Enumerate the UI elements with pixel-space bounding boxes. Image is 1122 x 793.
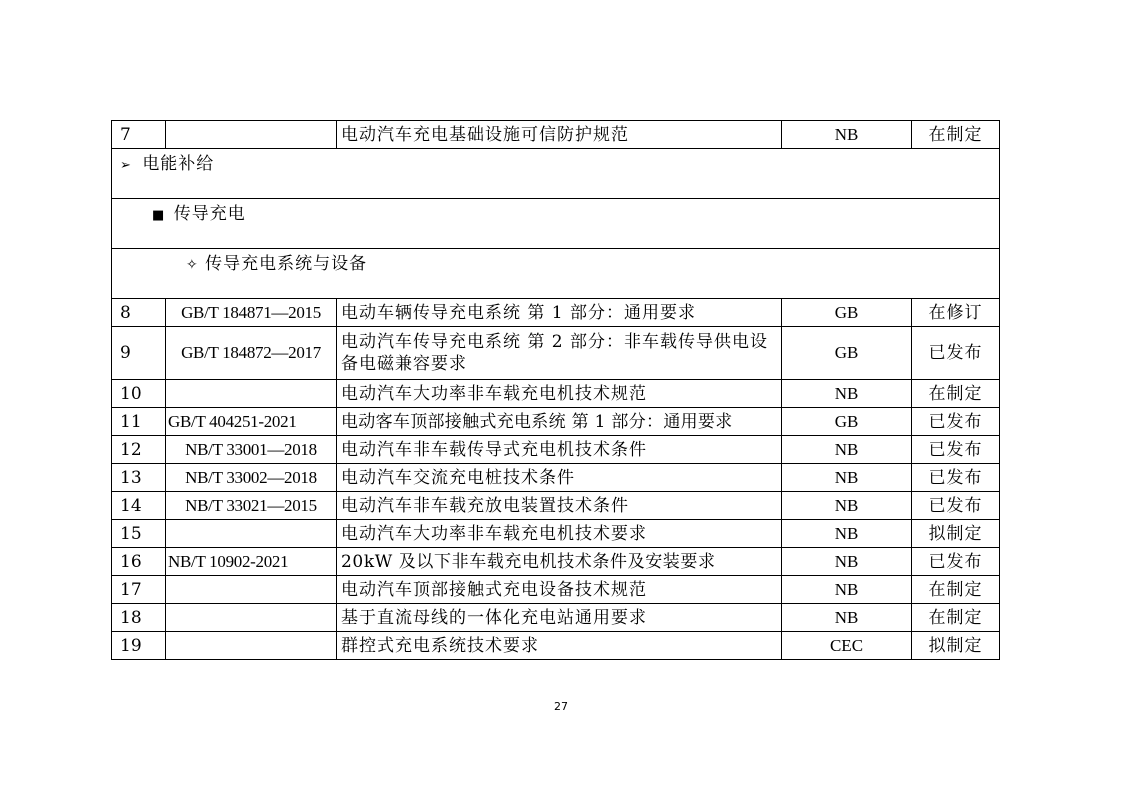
standard-status: 已发布 [912, 464, 1000, 492]
standard-level: NB [782, 464, 912, 492]
diamond-bullet-icon: ✧ [186, 257, 198, 273]
standard-name: 电动汽车非车载充放电装置技术条件 [337, 492, 782, 520]
standard-status: 拟制定 [912, 520, 1000, 548]
table-row [112, 576, 1000, 604]
standard-code: GB/T 184871—2015 [166, 299, 337, 327]
standard-status: 在制定 [912, 576, 1000, 604]
table-row [112, 436, 1000, 464]
table-row [112, 548, 1000, 576]
table-row [112, 327, 1000, 380]
row-number: 19 [112, 632, 166, 660]
standard-level: NB [782, 576, 912, 604]
standard-code: GB/T 184872—2017 [166, 327, 337, 380]
standard-level: GB [782, 299, 912, 327]
table-row [112, 121, 1000, 149]
standard-level: NB [782, 492, 912, 520]
row-number: 8 [112, 299, 166, 327]
standards-table [111, 120, 1000, 660]
standard-level: NB [782, 436, 912, 464]
standard-status: 已发布 [912, 327, 1000, 380]
standard-name: 20kW 及以下非车载充电机技术条件及安装要求 [337, 548, 782, 576]
row-number: 9 [112, 327, 166, 380]
section-heading [112, 199, 1000, 249]
standard-status: 已发布 [912, 548, 1000, 576]
row-number: 10 [112, 380, 166, 408]
standard-name: 电动汽车交流充电桩技术条件 [337, 464, 782, 492]
standard-name: 群控式充电系统技术要求 [337, 632, 782, 660]
table-row [112, 520, 1000, 548]
page-number: 27 [554, 700, 568, 713]
standard-status: 已发布 [912, 408, 1000, 436]
standard-status: 拟制定 [912, 632, 1000, 660]
row-number: 7 [112, 121, 166, 149]
standard-code: NB/T 33002—2018 [166, 464, 337, 492]
standard-level: GB [782, 408, 912, 436]
standard-status: 在修订 [912, 299, 1000, 327]
standard-code [166, 604, 337, 632]
section-row-level2 [112, 199, 1000, 249]
standard-name: 电动汽车非车载传导式充电机技术条件 [337, 436, 782, 464]
standard-level: NB [782, 121, 912, 149]
standard-code: NB/T 33021—2015 [166, 492, 337, 520]
section-title: 传导充电系统与设备 [205, 254, 368, 274]
row-number: 17 [112, 576, 166, 604]
standard-name: 电动客车顶部接触式充电系统 第 1 部分：通用要求 [337, 408, 782, 436]
section-row-level1 [112, 149, 1000, 199]
standard-code: NB/T 10902-2021 [166, 548, 337, 576]
table-row [112, 380, 1000, 408]
standard-level: CEC [782, 632, 912, 660]
standard-code: NB/T 33001—2018 [166, 436, 337, 464]
standard-name: 基于直流母线的一体化充电站通用要求 [337, 604, 782, 632]
section-title: 传导充电 [173, 204, 246, 224]
row-number: 13 [112, 464, 166, 492]
standard-status: 在制定 [912, 604, 1000, 632]
standard-level: NB [782, 604, 912, 632]
arrow-bullet-icon: ➢ [120, 158, 131, 173]
table-row [112, 299, 1000, 327]
standard-level: NB [782, 548, 912, 576]
standard-name: 电动汽车顶部接触式充电设备技术规范 [337, 576, 782, 604]
row-number: 15 [112, 520, 166, 548]
standard-code [166, 576, 337, 604]
table-row [112, 604, 1000, 632]
standard-status: 已发布 [912, 492, 1000, 520]
row-number: 11 [112, 408, 166, 436]
table-row [112, 632, 1000, 660]
standard-status: 在制定 [912, 380, 1000, 408]
standard-name: 电动车辆传导充电系统 第 1 部分：通用要求 [337, 299, 782, 327]
table-row [112, 492, 1000, 520]
section-row-level3 [112, 249, 1000, 299]
standard-level: GB [782, 327, 912, 380]
standard-name: 电动汽车大功率非车载充电机技术要求 [337, 520, 782, 548]
standard-code [166, 632, 337, 660]
square-bullet-icon: ■ [152, 208, 165, 223]
table-row [112, 408, 1000, 436]
section-title: 电能补给 [142, 154, 215, 174]
standard-code: GB/T 404251-2021 [166, 408, 337, 436]
standard-name: 电动汽车充电基础设施可信防护规范 [337, 121, 782, 149]
row-number: 14 [112, 492, 166, 520]
standard-status: 已发布 [912, 436, 1000, 464]
standard-level: NB [782, 520, 912, 548]
standard-status: 在制定 [912, 121, 1000, 149]
standard-code [166, 520, 337, 548]
section-heading [112, 149, 1000, 199]
section-heading [112, 249, 1000, 299]
row-number: 16 [112, 548, 166, 576]
standard-code [166, 380, 337, 408]
standard-name: 电动汽车传导充电系统 第 2 部分：非车载传导供电设备电磁兼容要求 [337, 327, 782, 380]
standard-level: NB [782, 380, 912, 408]
standard-code [166, 121, 337, 149]
standard-name: 电动汽车大功率非车载充电机技术规范 [337, 380, 782, 408]
table-row [112, 464, 1000, 492]
row-number: 12 [112, 436, 166, 464]
row-number: 18 [112, 604, 166, 632]
